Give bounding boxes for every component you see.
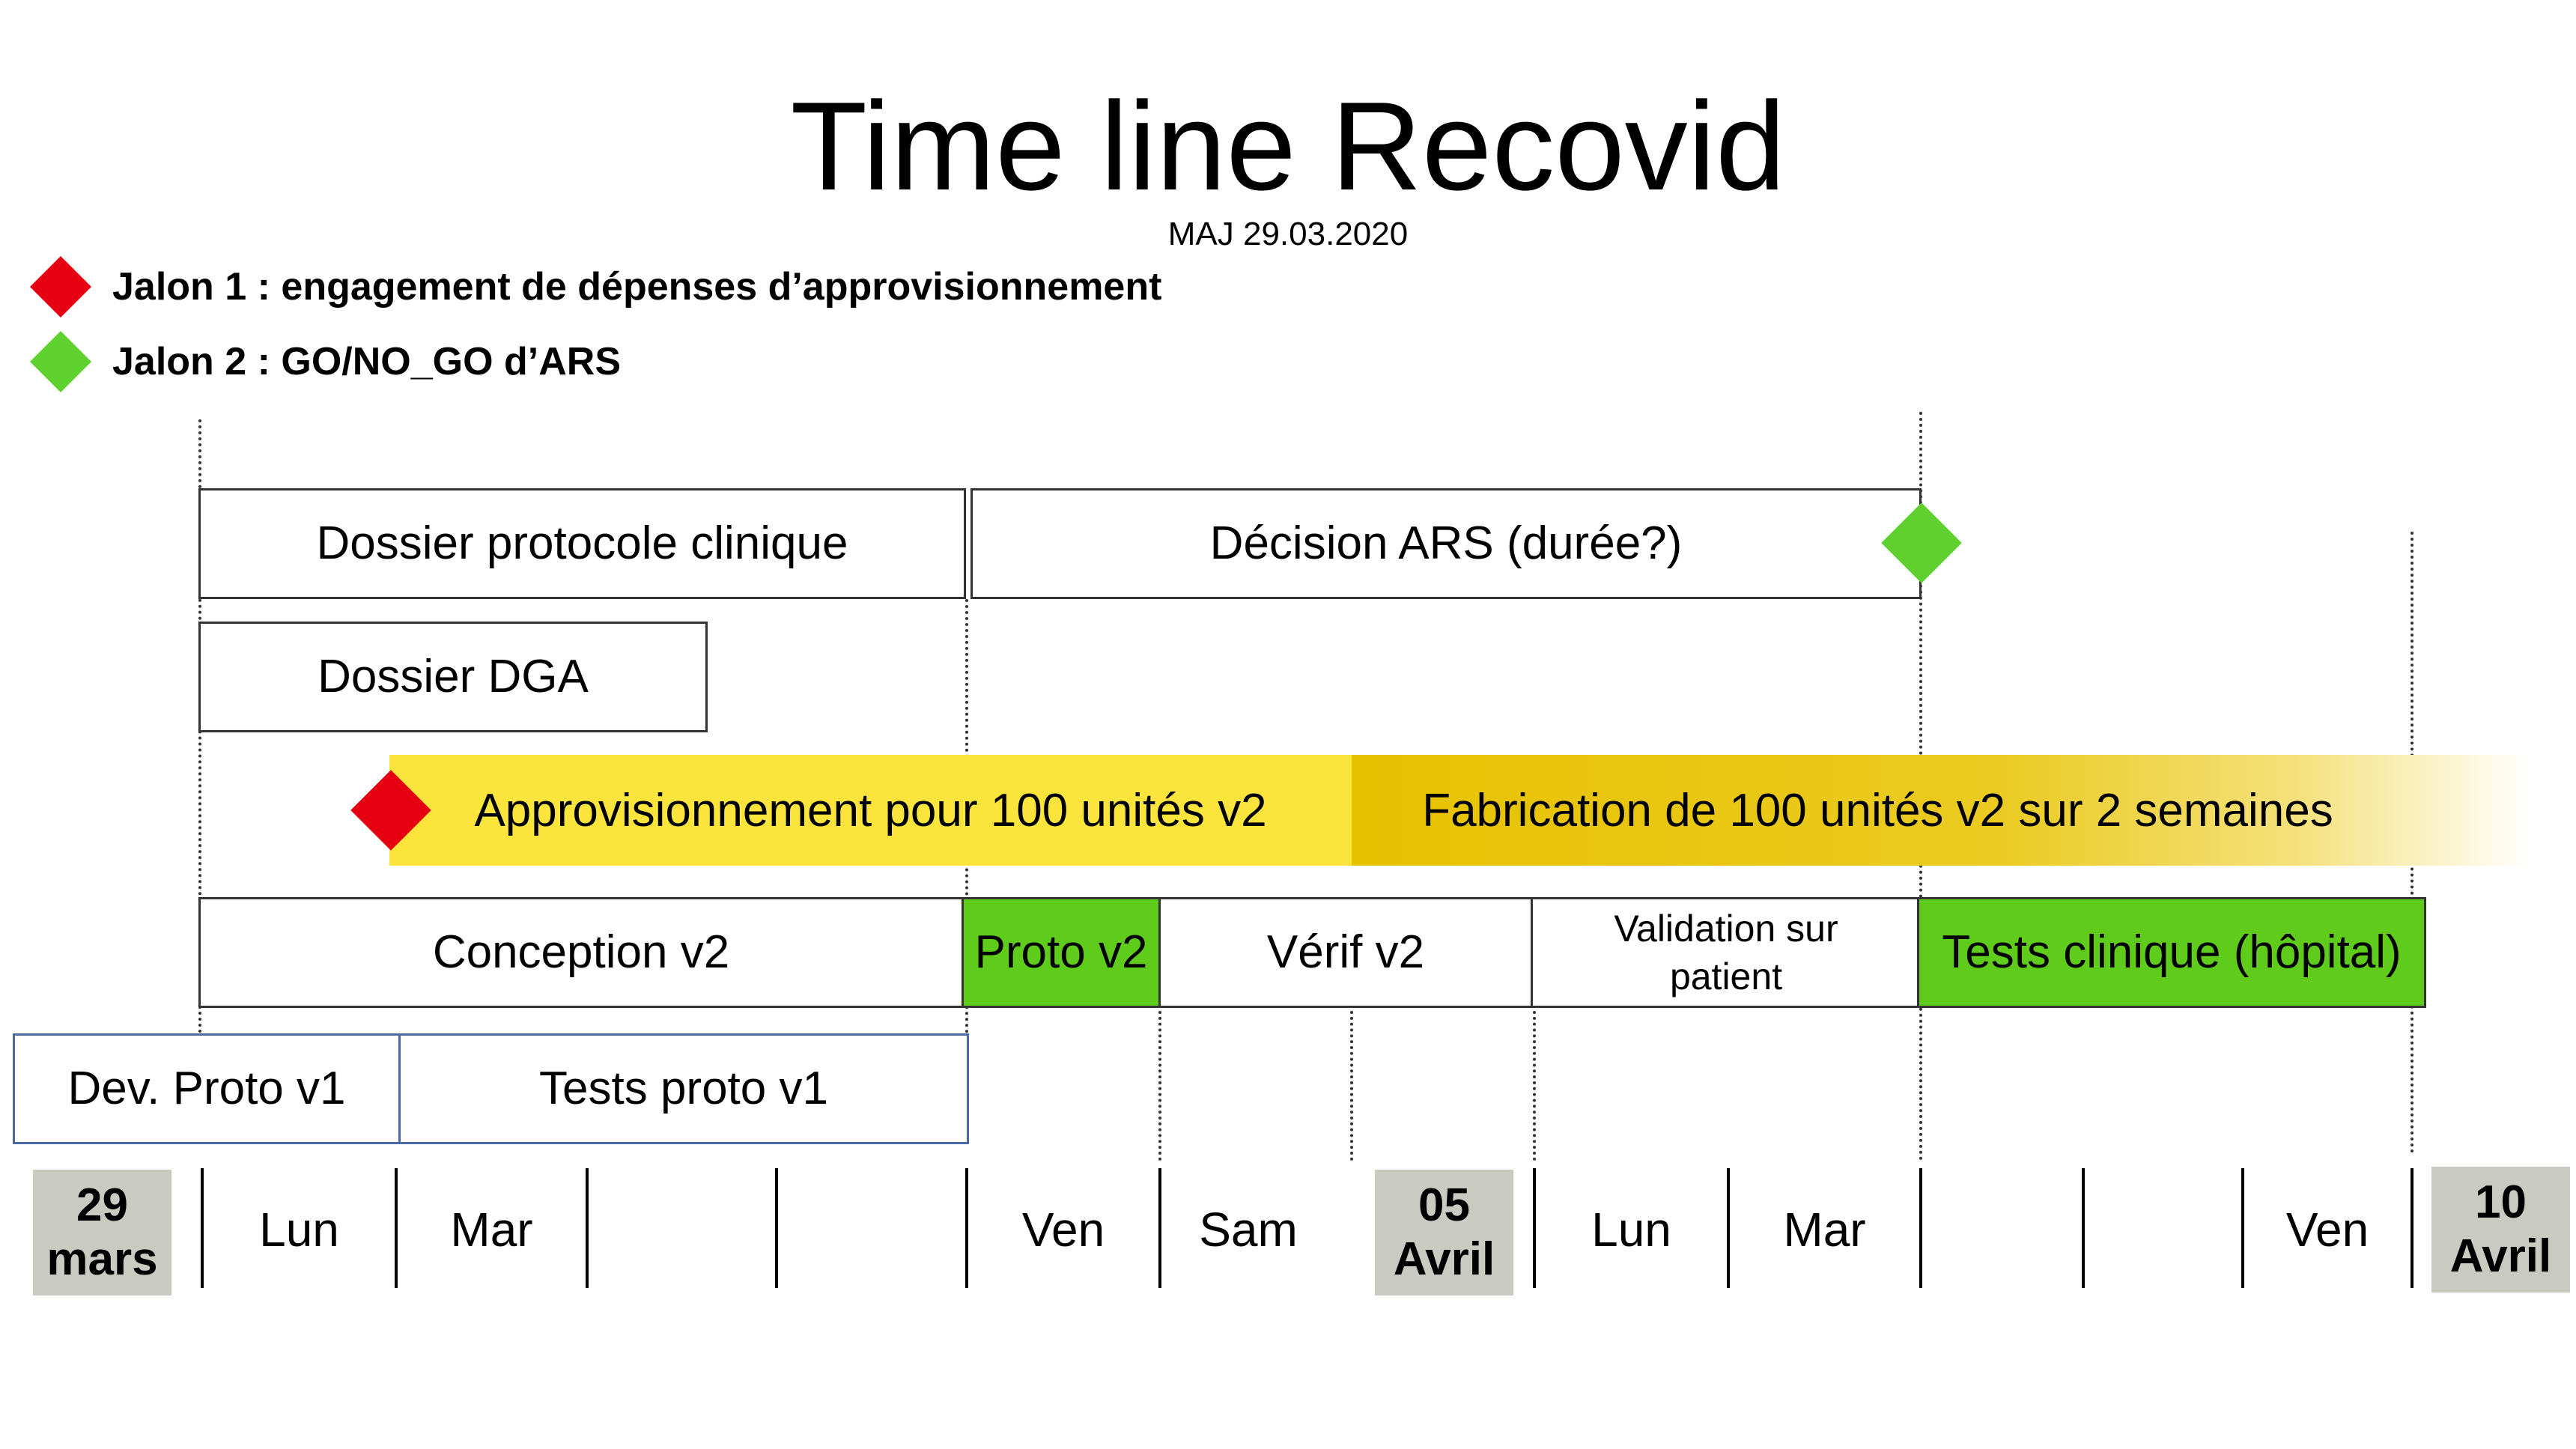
task-tests-proto-v1: Tests proto v1 <box>398 1033 969 1144</box>
day-ven-2: Ven <box>2285 1203 2369 1257</box>
task-dev-proto-v1: Dev. Proto v1 <box>13 1033 401 1144</box>
green-diamond-icon <box>30 331 91 392</box>
day-lun-1: Lun <box>259 1203 339 1257</box>
day-mar-1: Mar <box>450 1203 533 1257</box>
task-decision-ars: Décision ARS (durée?) <box>970 488 1922 599</box>
guide-line-sam <box>1158 1011 1161 1161</box>
timeline-tick <box>586 1168 589 1288</box>
date-05-avril <box>1375 1170 1513 1295</box>
guide-line-05-avril <box>1350 1011 1353 1161</box>
date-10-day: 10 <box>2475 1176 2527 1228</box>
timeline-tick <box>2082 1168 2085 1288</box>
legend-label-jalon-1: Jalon 1 : engagement de dépenses d’approvisionnement <box>112 265 1162 309</box>
date-29-mars <box>33 1170 171 1295</box>
timeline-tick <box>2411 1168 2414 1288</box>
task-fabrication-label: Fabrication de 100 unités v2 sur 2 semaines <box>1422 784 2333 836</box>
date-10-month: Avril <box>2449 1230 2552 1282</box>
task-tests-clinique: Tests clinique (hôpital) <box>1917 897 2426 1008</box>
task-validation-patient <box>1531 897 1922 1008</box>
task-dossier-protocole: Dossier protocole clinique <box>198 488 966 599</box>
page-title: Time line Recovid <box>790 76 1786 216</box>
legend-item-jalon-2 <box>30 335 621 388</box>
legend-label-jalon-2: Jalon 2 : GO/NO_GO d’ARS <box>112 340 621 383</box>
task-verif-v2: Vérif v2 <box>1158 897 1533 1008</box>
day-sam: Sam <box>1199 1203 1298 1257</box>
task-proto-v2: Proto v2 <box>962 897 1161 1008</box>
day-mar-2: Mar <box>1783 1203 1866 1257</box>
task-approvisionnement: Approvisionnement pour 100 unités v2 <box>389 755 1352 866</box>
red-diamond-icon <box>30 256 91 318</box>
date-29-month: mars <box>46 1233 158 1285</box>
timeline-tick <box>775 1168 778 1288</box>
task-validation-patient-line1: Validation sur <box>1614 908 1838 950</box>
legend-item-jalon-1 <box>30 261 1161 313</box>
day-lun-2: Lun <box>1591 1203 1671 1257</box>
date-10-avril <box>2431 1167 2570 1292</box>
update-date: MAJ 29.03.2020 <box>1167 216 1409 252</box>
timeline-tick <box>1919 1168 1922 1288</box>
date-05-month: Avril <box>1393 1233 1495 1285</box>
guide-line-lun2 <box>1533 1011 1536 1161</box>
task-fabrication <box>1352 755 2531 866</box>
date-29-day: 29 <box>76 1179 128 1231</box>
task-validation-patient-line2: patient <box>1669 956 1783 997</box>
date-05-day: 05 <box>1418 1179 1470 1231</box>
task-dossier-dga: Dossier DGA <box>198 622 708 732</box>
task-conception-v2: Conception v2 <box>198 897 964 1008</box>
day-ven-1: Ven <box>1021 1203 1105 1257</box>
